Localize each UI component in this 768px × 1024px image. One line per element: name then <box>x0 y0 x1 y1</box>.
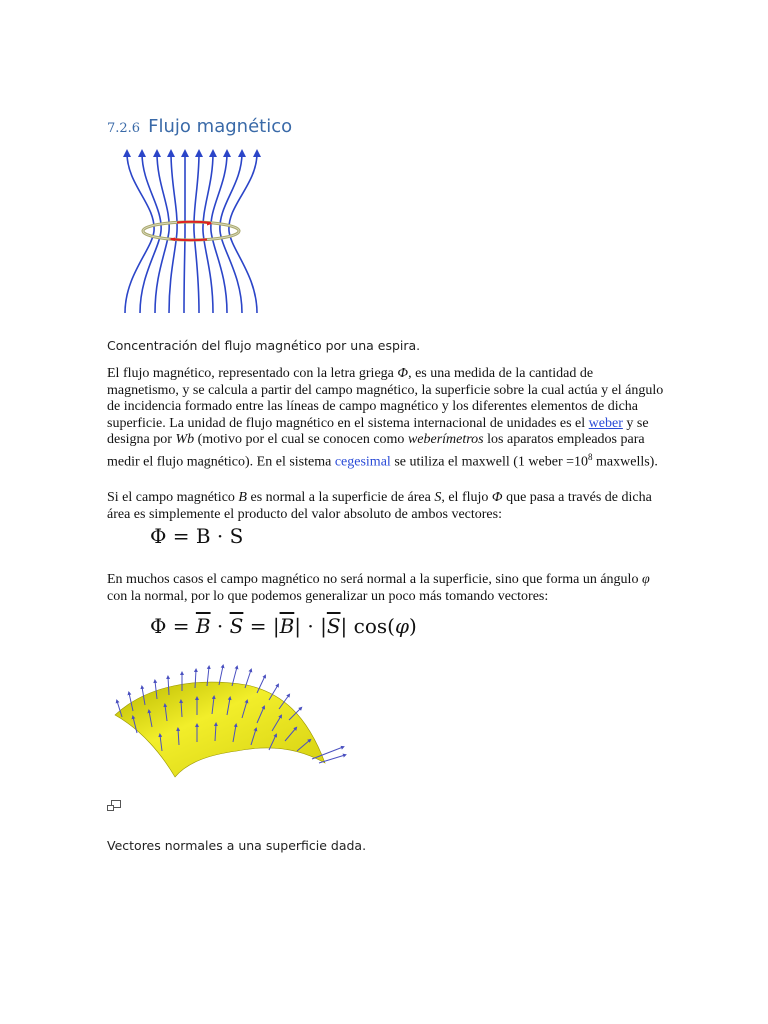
weber-link[interactable]: weber <box>588 415 623 431</box>
paragraph-flux-definition: El flujo magnético, representado con la letra griega Φ, es una medida de la cantidad de magnetismo, y se calcula a partir del campo magnético, la superficie sobre la cual actúa y el ángulo de incidencia formado entre las líneas de campo magnético y los diferentes elementos de dicha superficie. La unidad de flujo magnético en el sistema internacional de unidades es el weber y se designa por Wb (motivo por el cual se conocen como weberímetros los aparatos empleados para medir el flujo magnético). En el sistema cegesimal se utiliza el maxwell (1 weber $=10^8$ maxwells). <box>107 366 664 470</box>
formula-flux-normal: Φ = B · S <box>150 524 244 548</box>
figure2-caption: Vectores normales a una superficie dada. <box>107 838 367 853</box>
section-number: 7.2.6 <box>107 121 141 136</box>
magnetic-flux-loop-figure <box>107 145 277 317</box>
figure1-caption: Concentración del flujo magnético por una espira. <box>107 338 421 353</box>
section-heading <box>107 116 292 137</box>
cegesimal-link[interactable]: cegesimal <box>334 454 391 470</box>
normal-vectors-surface-figure <box>107 655 352 780</box>
enlarge-icon[interactable] <box>107 800 121 812</box>
section-title: Flujo magnético <box>148 116 293 137</box>
formula-flux-vector: $\Phi = \overline{B} \cdot \overline{S} = |\overline{B}| \cdot |\overline{S}|$ cos(φ) <box>150 614 417 638</box>
curved-surface <box>115 682 325 777</box>
paragraph-normal-field: Si el campo magnético B es normal a la superficie de área S, el flujo Φ que pasa a través de dicha área es simplemente el producto del valor absoluto de ambos vectores: <box>107 490 652 522</box>
paragraph-general-angle: En muchos casos el campo magnético no será normal a la superficie, sino que forma un ángulo φ con la normal, por lo que podemos generalizar un poco más tomando vectores: <box>107 572 650 604</box>
